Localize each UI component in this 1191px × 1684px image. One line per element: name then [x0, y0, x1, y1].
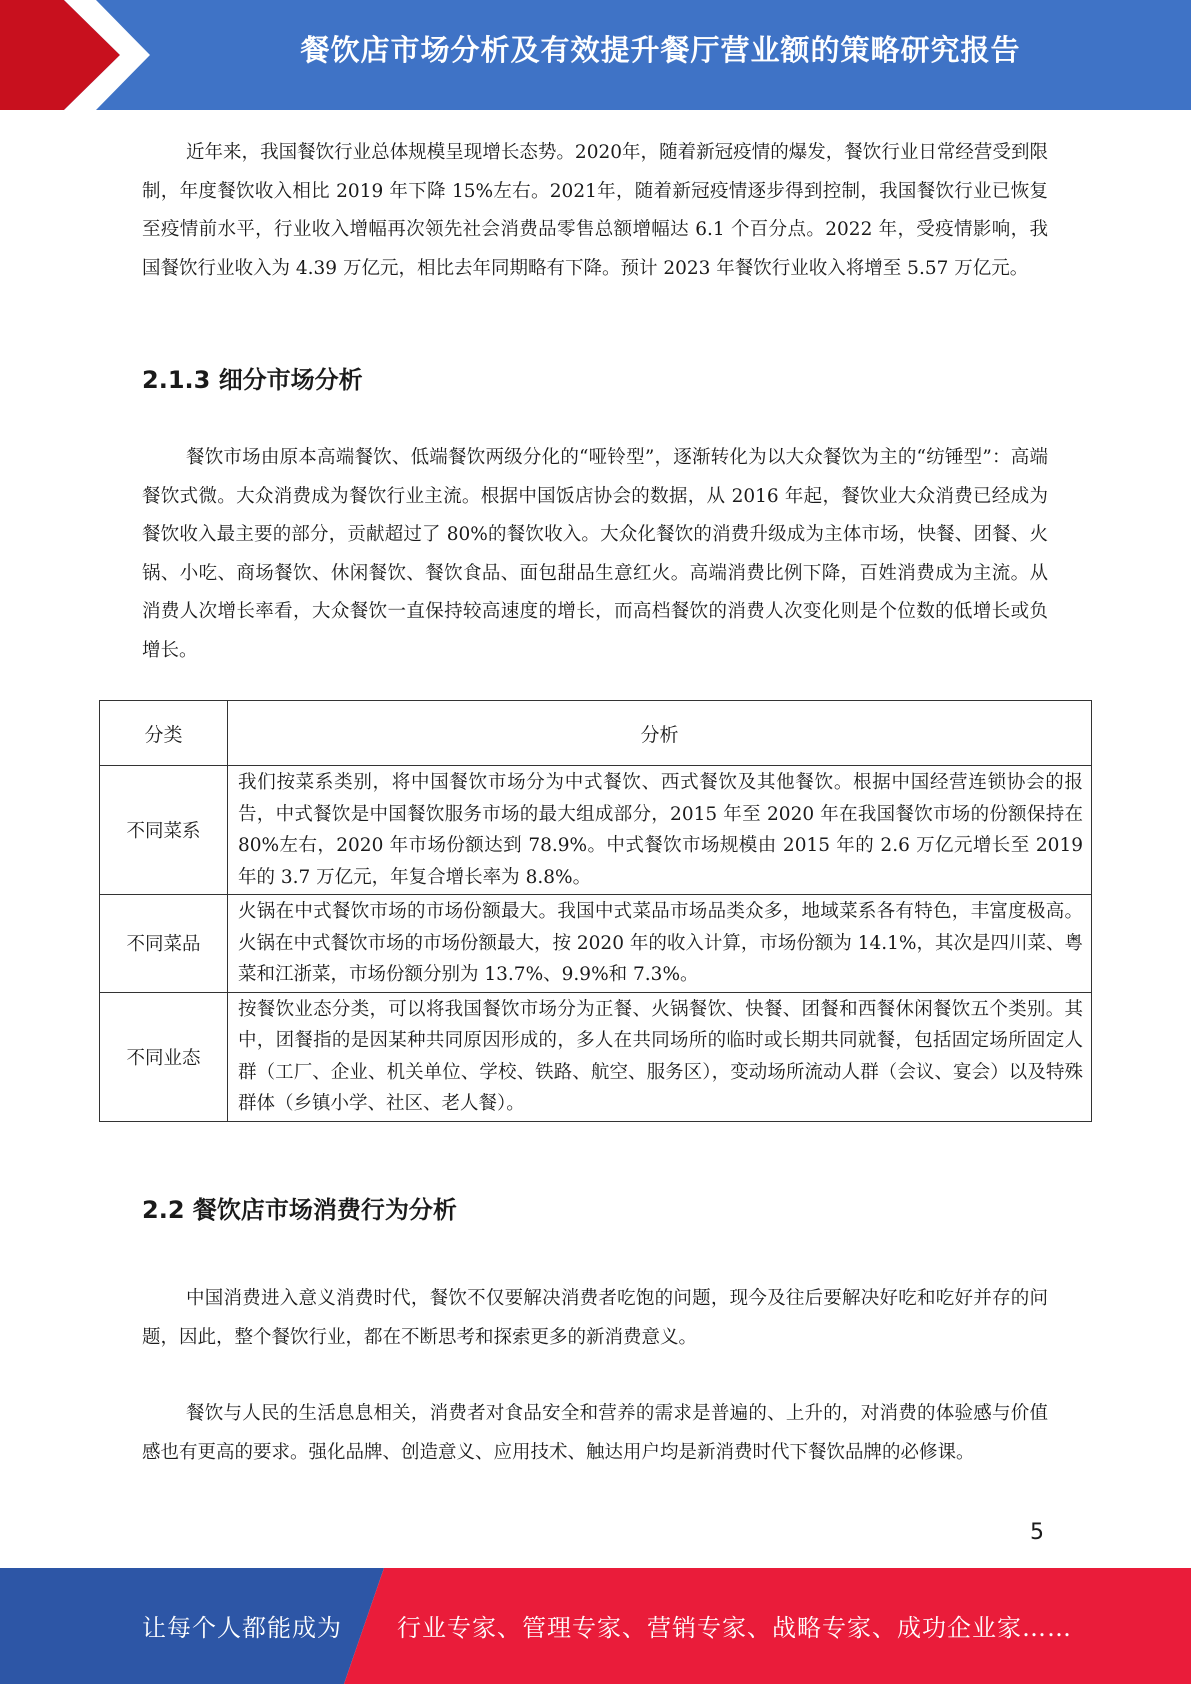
- section-heading-2-2: 2.2 餐饮店市场消费行为分析: [142, 1196, 457, 1224]
- page-header: [0, 0, 1191, 110]
- table-cell-analysis: 火锅在中式餐饮市场的市场份额最大。我国中式菜品市场品类众多，地域菜系各有特色，丰富度极高。火锅在中式餐饮市场的市场份额最大，按 2020 年的收入计算，市场份额为 14.1%，其次是四川菜、粤菜和江浙菜，市场份额分别为 13.7%、9.9%和 7.3%。: [228, 895, 1092, 993]
- table-row: [100, 992, 1092, 1121]
- table-header-row: [100, 701, 1092, 766]
- section-heading-2-1-3: 2.1.3 细分市场分析: [142, 366, 363, 394]
- table-cell-category: 不同菜系: [100, 766, 228, 895]
- page-footer: [0, 1568, 1191, 1684]
- table-row: [100, 766, 1092, 895]
- behavior-paragraph-1: 中国消费进入意义消费时代，餐饮不仅要解决消费者吃饱的问题，现今及往后要解决好吃和吃好并存的问题，因此，整个餐饮行业，都在不断思考和探索更多的新消费意义。: [142, 1288, 1048, 1348]
- intro-paragraph: 近年来，我国餐饮行业总体规模呈现增长态势。2020年，随着新冠疫情的爆发，餐饮行业日常经营受到限制，年度餐饮收入相比 2019 年下降 15%左右。2021年，随着新冠疫情逐步得到控制，我国餐饮行业已恢复至疫情前水平，行业收入增幅再次领先社会消费品零售总额增幅达 6.1 个百分点。2022 年，受疫情影响，我国餐饮行业收入为 4.39 万亿元，相比去年同期略有下降。预计 2023 年餐饮行业收入将增至 5.57 万亿元。: [142, 142, 1048, 279]
- table-cell-analysis: 按餐饮业态分类，可以将我国餐饮市场分为正餐、火锅餐饮、快餐、团餐和西餐休闲餐饮五个类别。其中，团餐指的是因某种共同原因形成的，多人在共同场所的临时或长期共同就餐，包括固定场所固定人群（工厂、企业、机关单位、学校、铁路、航空、服务区），变动场所流动人群（会议、宴会）以及特殊群体（乡镇小学、社区、老人餐）。: [228, 992, 1092, 1121]
- footer-slogan-right: 行业专家、管理专家、营销专家、战略专家、成功企业家……: [397, 1614, 1072, 1642]
- market-analysis-table: [99, 700, 1092, 1122]
- table-header-analysis: 分析: [228, 701, 1092, 766]
- table-cell-category: 不同业态: [100, 992, 228, 1121]
- table-cell-analysis: 我们按菜系类别，将中国餐饮市场分为中式餐饮、西式餐饮及其他餐饮。根据中国经营连锁协会的报告，中式餐饮是中国餐饮服务市场的最大组成部分，2015 年至 2020 年在我国餐饮市场的份额保持在 80%左右，2020 年市场份额达到 78.9%。中式餐饮市场规模由 2015 年的 2.6 万亿元增长至 2019 年的 3.7 万亿元，年复合增长率为 8.8%。: [228, 766, 1092, 895]
- page-number: 5: [1030, 1520, 1044, 1545]
- table-header-category: 分类: [100, 701, 228, 766]
- table-row: [100, 895, 1092, 993]
- header-title: 餐饮店市场分析及有效提升餐厅营业额的策略研究报告: [300, 33, 1021, 67]
- table-cell-category: 不同菜品: [100, 895, 228, 993]
- footer-slogan-left: 让每个人都能成为: [142, 1614, 342, 1642]
- behavior-paragraph-2: 餐饮与人民的生活息息相关，消费者对食品安全和营养的需求是普遍的、上升的，对消费的体验感与价值感也有更高的要求。强化品牌、创造意义、应用技术、触达用户均是新消费时代下餐饮品牌的必修课。: [142, 1403, 1048, 1463]
- segment-paragraph: 餐饮市场由原本高端餐饮、低端餐饮两级分化的“哑铃型”，逐渐转化为以大众餐饮为主的“纺锤型”：高端餐饮式微。大众消费成为餐饮行业主流。根据中国饭店协会的数据，从 2016 年起，餐饮业大众消费已经成为餐饮收入最主要的部分，贡献超过了 80%的餐饮收入。大众化餐饮的消费升级成为主体市场，快餐、团餐、火锅、小吃、商场餐饮、休闲餐饮、餐饮食品、面包甜品生意红火。高端消费比例下降，百姓消费成为主流。从消费人次增长率看，大众餐饮一直保持较高速度的增长，而高档餐饮的消费人次变化则是个位数的低增长或负增长。: [142, 447, 1048, 661]
